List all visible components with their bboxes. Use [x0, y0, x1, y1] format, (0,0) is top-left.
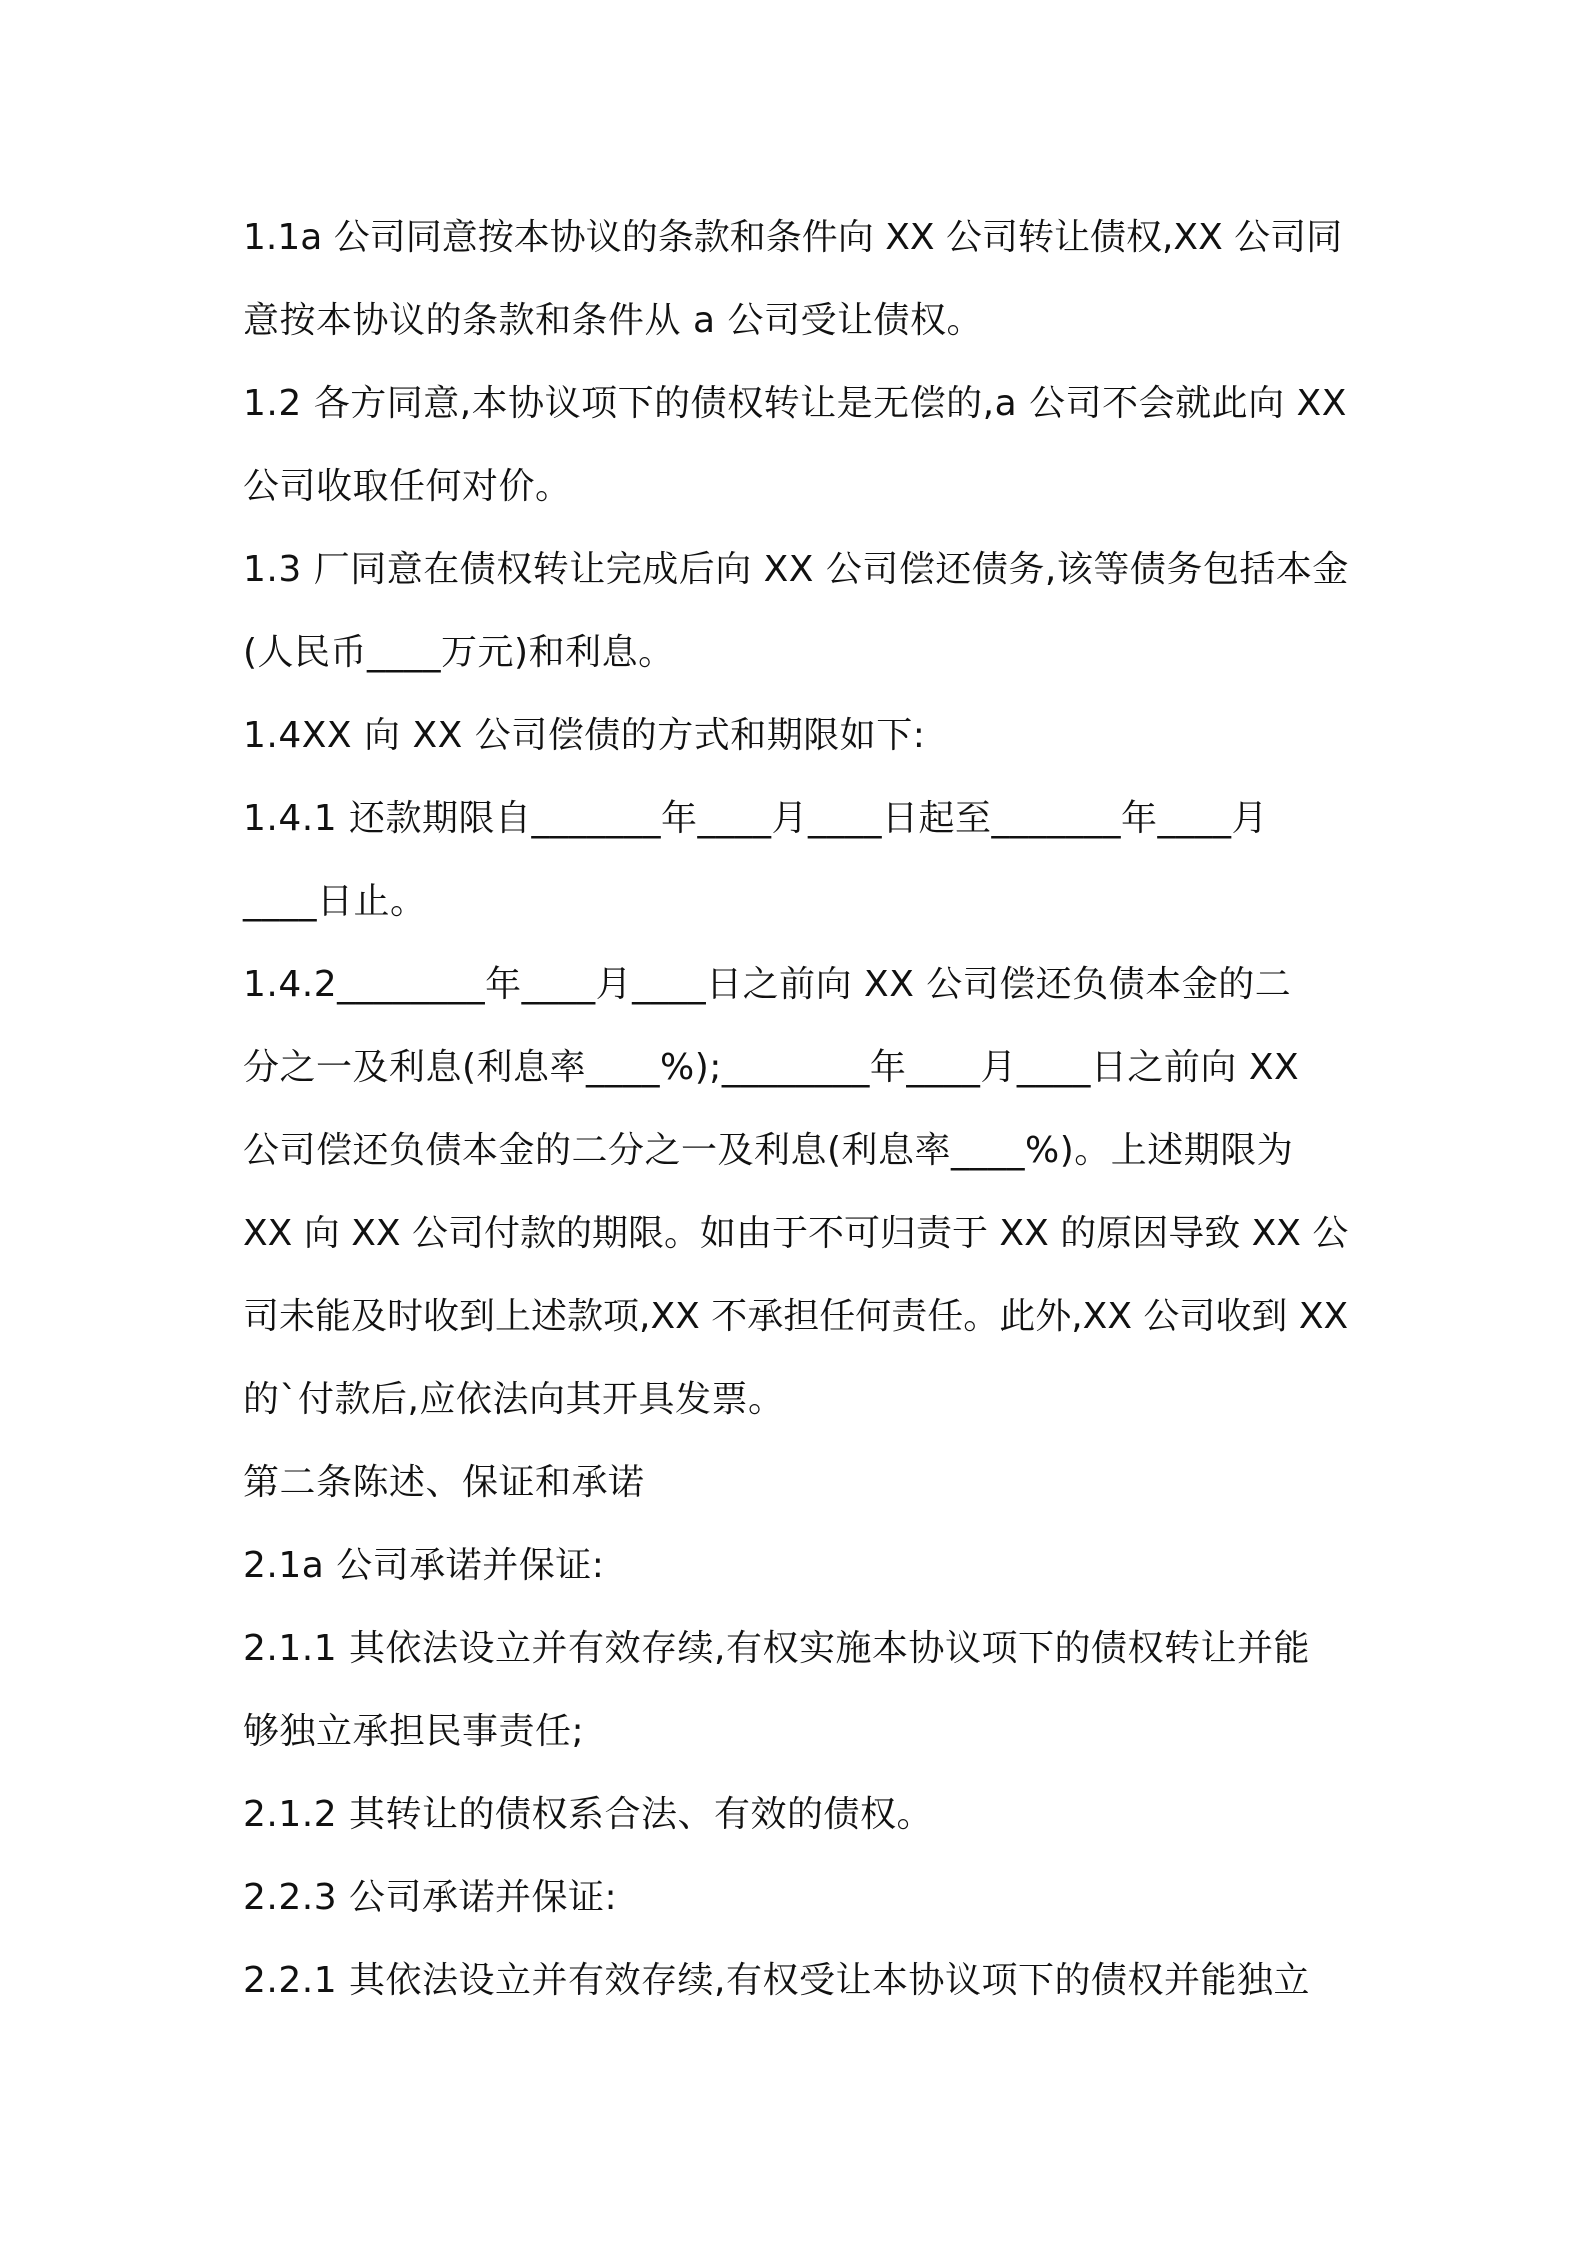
section-heading: 第二条陈述、保证和承诺 [243, 1462, 645, 1503]
text-line: 的`付款后,应依法向其开具发票。 [243, 1379, 785, 1420]
text-line: 公司偿还负债本金的二分之一及利息(利息率____%)。上述期限为 [243, 1130, 1294, 1171]
text-line: 1.4.1 还款期限自_______年____月____日起至_______年____月 [243, 798, 1269, 839]
text-line: 公司收取任何对价。 [243, 466, 572, 507]
text-line: 意按本协议的条款和条件从 a 公司受让债权。 [243, 300, 983, 341]
text-line: XX 向 XX 公司付款的期限。如由于不可归责于 XX 的原因导致 XX 公 [243, 1213, 1349, 1254]
text-line: 司未能及时收到上述款项,XX 不承担任何责任。此外,XX 公司收到 XX [243, 1296, 1349, 1337]
text-line: 1.4XX 向 XX 公司偿债的方式和期限如下: [243, 715, 926, 756]
text-line: 1.2 各方同意,本协议项下的债权转让是无偿的,a 公司不会就此向 XX [243, 383, 1347, 424]
text-line: 2.1.2 其转让的债权系合法、有效的债权。 [243, 1794, 934, 1835]
text-line: 1.4.2________年____月____日之前向 XX 公司偿还负债本金的二 [243, 964, 1292, 1005]
text-line: 够独立承担民事责任; [243, 1711, 585, 1752]
text-line: 2.2.3 公司承诺并保证: [243, 1877, 618, 1918]
text-line: 2.2.1 其依法设立并有效存续,有权受让本协议项下的债权并能独立 [243, 1960, 1310, 2001]
text-line: (人民币____万元)和利息。 [243, 632, 675, 673]
text-line: 1.1a 公司同意按本协议的条款和条件向 XX 公司转让债权,XX 公司同 [243, 217, 1343, 258]
text-line: 2.1a 公司承诺并保证: [243, 1545, 605, 1586]
text-line: ____日止。 [243, 881, 427, 922]
text-line: 1.3 厂同意在债权转让完成后向 XX 公司偿还债务,该等债务包括本金 [243, 549, 1349, 590]
document-body [243, 196, 1358, 2022]
text-line: 分之一及利息(利息率____%);________年____月____日之前向 XX [243, 1047, 1300, 1088]
text-line: 2.1.1 其依法设立并有效存续,有权实施本协议项下的债权转让并能 [243, 1628, 1310, 1669]
